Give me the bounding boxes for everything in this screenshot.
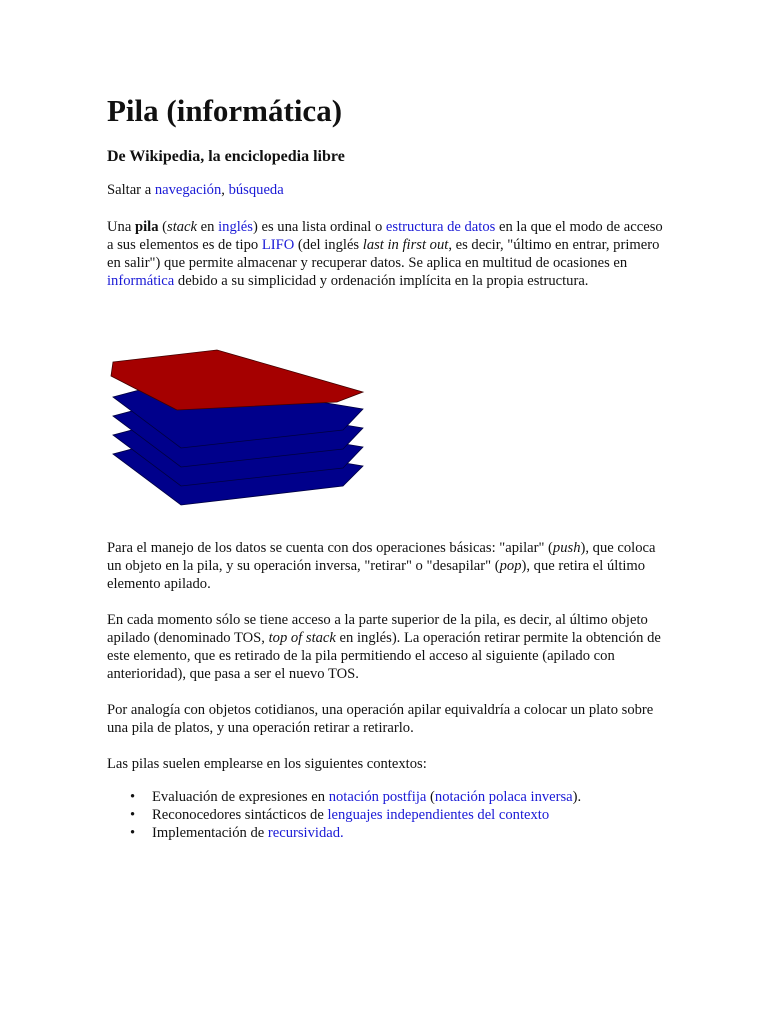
page-subtitle: De Wikipedia, la enciclopedia libre bbox=[107, 148, 345, 165]
intro-text: en bbox=[197, 219, 219, 235]
list-item-text: Evaluación de expresiones en bbox=[152, 789, 329, 805]
analogy-paragraph: Por analogía con objetos cotidianos, una operación apilar equivaldría a colocar un plato sobre una pila de platos, y una operación retirar a retirarlo. bbox=[107, 702, 654, 736]
term-stack: stack bbox=[167, 219, 198, 235]
operations-paragraph bbox=[107, 539, 663, 593]
intro-text: debido a su simplicidad y ordenación implícita en la propia estructura. bbox=[174, 273, 589, 289]
jump-links bbox=[107, 181, 663, 199]
intro-text: ( bbox=[158, 219, 168, 235]
intro-paragraph bbox=[107, 218, 663, 290]
stack-illustration bbox=[107, 330, 369, 510]
navigation-link[interactable]: navegación bbox=[154, 182, 222, 198]
list-item-text: ). bbox=[572, 789, 582, 805]
bullet: • bbox=[130, 825, 136, 841]
list-item-text: ( bbox=[426, 789, 435, 805]
term-lifo: last in first out bbox=[362, 237, 449, 253]
term-pop: pop bbox=[499, 558, 522, 574]
intro-text: Una bbox=[107, 219, 135, 235]
intro-text: , es decir, "último en entrar, primero en salir") que permite almacenar y recuperar datos. Se aplica en multitud de ocasiones en bbox=[107, 237, 660, 271]
page-title: Pila (informática) bbox=[107, 93, 343, 128]
bullet: • bbox=[130, 789, 136, 805]
list-item-text: Implementación de bbox=[152, 825, 268, 841]
paragraph-text: ), que coloca un objeto en la pila, y su operación inversa, "retirar" o "desapilar" ( bbox=[107, 540, 656, 574]
paragraph-text: ), que retira el último elemento apilado. bbox=[107, 558, 646, 592]
contexts-list bbox=[107, 788, 667, 842]
paragraph-text: En cada momento sólo se tiene acceso a la parte superior de la pila, es decir, al último objeto apilado (denominado TOS, bbox=[107, 612, 648, 646]
paragraph-text: en inglés). La operación retirar permite la obtención de este elemento, que es retirado de la pila permitiendo el acceso al siguiente (apilado con anterioridad), que pasa a ser el nuevo TOS. bbox=[107, 630, 661, 682]
notacion-postfija-link[interactable]: notación postfija bbox=[328, 789, 427, 805]
lenguajes-independientes-link[interactable]: lenguajes independientes del contexto bbox=[327, 807, 550, 823]
jump-separator: , bbox=[221, 182, 229, 198]
ingles-link[interactable]: inglés bbox=[218, 219, 253, 235]
intro-text: (del inglés bbox=[294, 237, 363, 253]
term-push: push bbox=[552, 540, 581, 556]
recursividad-link[interactable]: recursividad. bbox=[267, 825, 344, 841]
list-item-text: Reconocedores sintácticos de bbox=[152, 807, 328, 823]
term-top-of-stack: top of stack bbox=[268, 630, 336, 646]
tos-paragraph bbox=[107, 611, 663, 683]
search-link[interactable]: búsqueda bbox=[228, 182, 284, 198]
lifo-link[interactable]: LIFO bbox=[261, 237, 295, 253]
informatica-link[interactable]: informática bbox=[107, 273, 175, 289]
list-item bbox=[107, 824, 667, 842]
contexts-paragraph: Las pilas suelen emplearse en los siguientes contextos: bbox=[107, 756, 427, 772]
list-item bbox=[107, 788, 667, 806]
paragraph-text: Para el manejo de los datos se cuenta con dos operaciones básicas: "apilar" ( bbox=[107, 540, 553, 556]
notacion-polaca-inversa-link[interactable]: notación polaca inversa bbox=[434, 789, 573, 805]
list-item bbox=[107, 806, 667, 824]
bullet: • bbox=[130, 807, 136, 823]
jump-prefix: Saltar a bbox=[107, 182, 155, 198]
intro-text: ) es una lista ordinal o bbox=[252, 219, 386, 235]
intro-text: en la que el modo de acceso a sus elementos es de tipo bbox=[107, 219, 663, 253]
estructura-de-datos-link[interactable]: estructura de datos bbox=[385, 219, 496, 235]
term-pila: pila bbox=[134, 219, 159, 235]
